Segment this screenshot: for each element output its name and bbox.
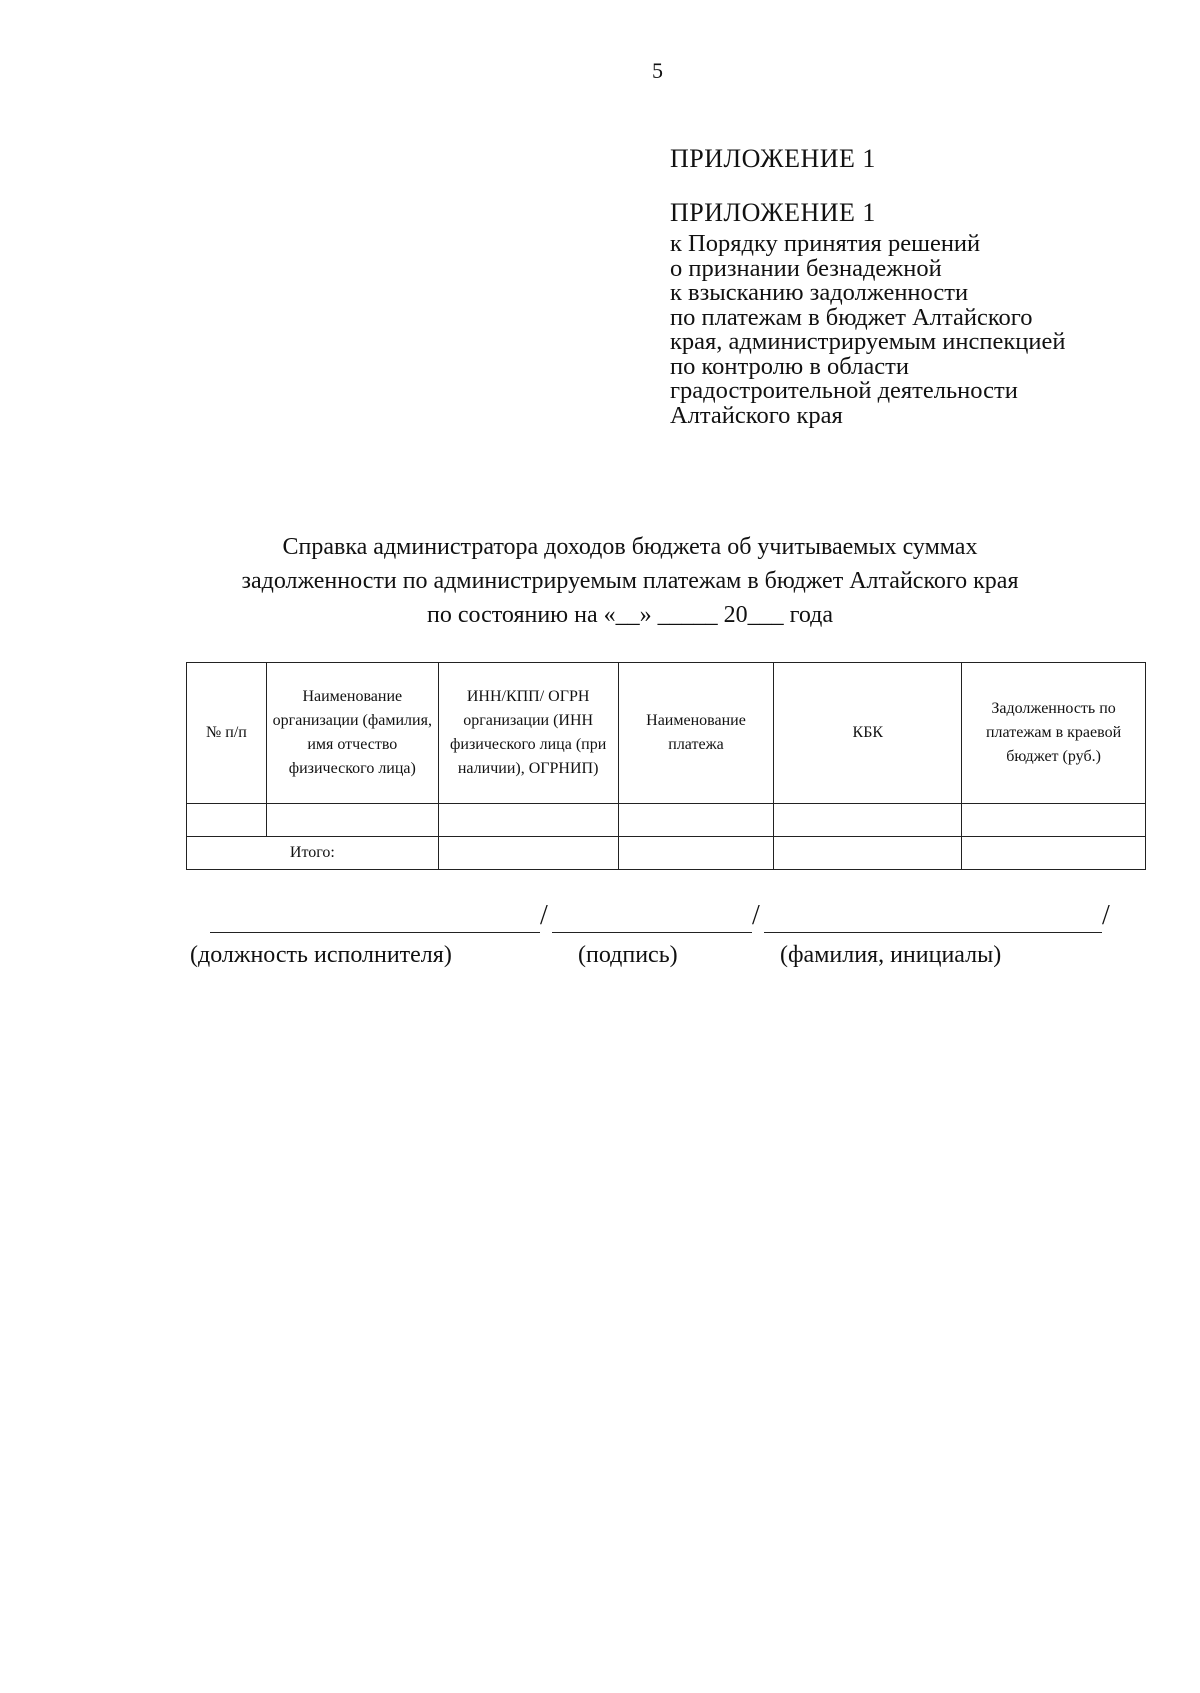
header-organization-name: Наименование организации (фамилия, имя отчество физического лица) — [266, 663, 438, 804]
table-cell — [266, 804, 438, 837]
table-header-row — [187, 663, 1146, 804]
header-kbk: КБК — [774, 663, 962, 804]
table-cell — [438, 804, 618, 837]
caption-line: Алтайского края — [670, 401, 843, 429]
caption-line: края, администрируемым инспекцией — [670, 328, 1066, 355]
caption-line: градостроительной деятельности — [670, 377, 1018, 404]
appendix-heading-repeat: ПРИЛОЖЕНИЕ 1 — [670, 198, 876, 227]
title-line: Справка администратора доходов бюджета об учитываемых суммах — [282, 534, 978, 560]
separator-slash: / — [1102, 900, 1110, 931]
table-cell — [962, 804, 1146, 837]
separator-slash: / — [540, 900, 548, 931]
debt-report-table — [186, 662, 1146, 870]
name-line — [764, 904, 1102, 933]
title-line: по состоянию на «__» _____ 20___ года — [426, 602, 834, 628]
caption-line: по контролю в области — [670, 352, 909, 380]
header-tax-ids: ИНН/КПП/ ОГРН организации (ИНН физического лица (при наличии), ОГРНИП) — [438, 663, 618, 804]
table-cell — [618, 804, 774, 837]
caption-line: о признании безнадежной — [670, 254, 942, 282]
table-cell — [438, 837, 618, 870]
table-cell — [187, 804, 267, 837]
caption-line: по платежам в бюджет Алтайского — [670, 303, 1033, 331]
name-label: (фамилия, инициалы) — [780, 942, 1002, 968]
header-payment-name: Наименование платежа — [618, 663, 774, 804]
appendix-heading: ПРИЛОЖЕНИЕ 1 — [670, 144, 876, 173]
table-cell — [774, 837, 962, 870]
table-cell — [962, 837, 1146, 870]
page-number: 5 — [652, 58, 663, 83]
title-line: задолженности по администрируемым платежам в бюджет Алтайского края — [241, 568, 1019, 594]
header-number: № п/п — [187, 663, 267, 804]
caption-line: к Порядку принятия решений — [670, 230, 981, 257]
total-label: Итого: — [187, 837, 439, 870]
appendix-caption — [670, 232, 1170, 428]
signature-block — [190, 900, 1130, 984]
position-label: (должность исполнителя) — [190, 942, 452, 968]
table-cell — [618, 837, 774, 870]
caption-line: к взысканию задолженности — [670, 279, 969, 306]
header-debt-amount: Задолженность по платежам в краевой бюджет (руб.) — [962, 663, 1146, 804]
document-title — [150, 530, 1110, 632]
separator-slash: / — [752, 900, 760, 931]
table-row — [187, 804, 1146, 837]
signature-label: (подпись) — [578, 942, 678, 968]
table-cell — [774, 804, 962, 837]
table-total-row — [187, 837, 1146, 870]
signature-line — [552, 904, 752, 933]
position-line — [210, 904, 540, 933]
